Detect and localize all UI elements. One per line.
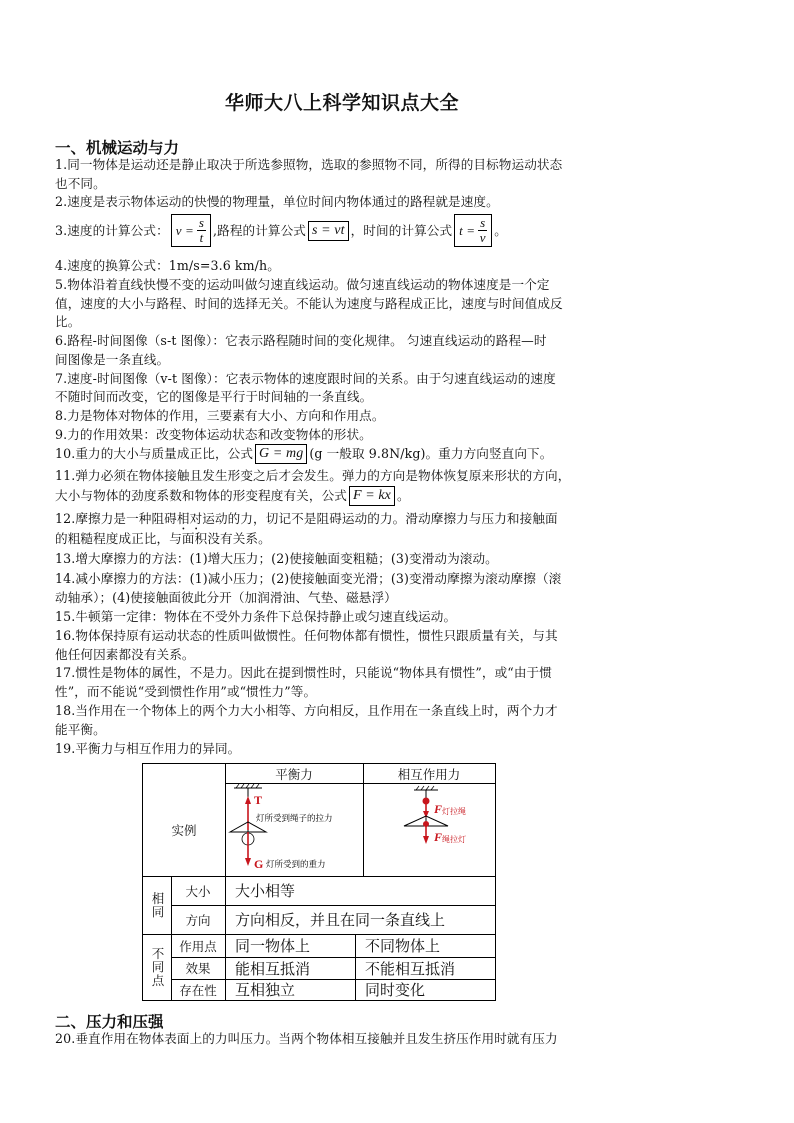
paragraph-19: 19.平衡力与相互作用力的异同。	[55, 741, 241, 756]
paragraph-12-emphasis: 相对	[176, 511, 203, 526]
paragraph-16-line-a: 16.物体保持原有运动状态的性质叫做惯性。任何物体都有惯性，惯性只跟质量有关，与其	[55, 628, 558, 643]
header-balance-force: 平衡力	[275, 766, 313, 782]
force-lamp-on-rope-label: F	[434, 802, 443, 816]
paragraph-6-line-b: 间图像是一条直线。	[55, 352, 170, 367]
paragraph-3-text-pre: 3.速度的计算公式：	[55, 222, 169, 238]
effect-balance-value: 能相互抵消	[235, 959, 311, 978]
paragraph-12-text-3: 运动的力，切记不是阻碍运动的力。滑动摩擦力与压力和接触面	[202, 511, 558, 526]
direction-value: 方向相反，并且在同一条直线上	[235, 911, 446, 929]
page-title: 华师大八上科学知识点大全	[224, 92, 459, 114]
paragraph-18-line-b: 能平衡。	[55, 722, 106, 737]
paragraph-10-text-post: (g 一般取 9.8N/kg)。重力方向竖直向下。	[309, 446, 553, 461]
paragraph-5-line-b: 值，速度的大小与路程、时间的选择无关。不能认为速度与路程成正比，速度与时间值成反	[55, 296, 563, 311]
row-label-existence: 存在性	[179, 982, 217, 998]
gravity-description: 灯所受到的重力	[266, 860, 326, 870]
row-label-example: 实例	[171, 822, 197, 838]
tension-description: 灯所受到绳子的拉力	[256, 814, 333, 824]
paragraph-7-line-a: 7.速度-时间图像（v-t 图像）：它表示物体的速度跟时间的关系。由于匀速直线运动的速度	[55, 371, 556, 386]
row-label-effect: 效果	[185, 961, 211, 976]
lamp-interaction-diagram	[364, 784, 495, 876]
paragraph-11-text-post: 。	[397, 488, 410, 503]
paragraph-18-line-a: 18.当作用在一个物体上的两个力大小相等、方向相反，且作用在一条直线上时，两个力才	[55, 703, 558, 718]
time-formula-numerator: s	[480, 215, 486, 230]
paragraph-20: 20.垂直作用在物体表面上的力叫压力。当两个物体相互接触并且发生挤压作用时就有压力	[55, 1031, 558, 1046]
existence-balance-value: 互相独立	[235, 981, 296, 999]
paragraph-11-line-b	[55, 486, 410, 506]
point-balance-value: 同一物体上	[235, 937, 311, 955]
paragraph-13: 13.增大摩擦力的方法：(1)增大压力；(2)使接触面变粗糙；(3)变滑动为滚动。	[55, 551, 498, 566]
row-label-size: 大小	[185, 883, 211, 899]
paragraph-3-text-end: 。	[494, 222, 507, 238]
paragraph-14-line-a: 14.减小摩擦力的方法：(1)减小压力；(2)使接触面变光滑；(3)变滑动摩擦为滚动摩擦（滚	[55, 571, 562, 586]
force-comparison-table	[142, 763, 496, 1001]
gravity-label: G	[254, 857, 264, 871]
existence-interaction-value: 同时变化	[365, 981, 426, 999]
gravity-formula-box: G = mg	[255, 444, 307, 464]
distance-formula-box: s = vt	[308, 221, 349, 241]
speed-formula-numerator: s	[198, 215, 205, 230]
row-label-direction: 方向	[185, 912, 211, 928]
speed-formula-lhs: v =	[175, 222, 194, 238]
lamp-balance-diagram	[226, 784, 363, 876]
paragraph-9: 9.力的作用效果：改变物体运动状态和改变物体的形状。	[55, 427, 372, 442]
size-value: 大小相等	[235, 882, 296, 900]
time-formula-box	[454, 214, 492, 247]
time-formula-fraction	[478, 216, 487, 245]
section-heading-pressure: 二、压力和压强	[55, 1013, 164, 1031]
force-rope-on-lamp-subscript: 绳拉灯	[442, 835, 466, 844]
paragraph-12-line-b: 的粗糙程度成正比，与面积没有关系。	[55, 531, 271, 546]
paragraph-11-text-pre: 大小与物体的劲度系数和物体的形变程度有关，公式	[55, 488, 347, 503]
group-label-different: 不同点	[150, 946, 165, 988]
row-label-point: 作用点	[179, 938, 217, 954]
interaction-force-figure	[364, 784, 495, 876]
effect-interaction-value: 不能相互抵消	[365, 959, 456, 978]
time-formula-lhs: t =	[459, 222, 476, 238]
paragraph-5-line-c: 比。	[55, 314, 81, 329]
time-formula-denominator: v	[479, 230, 486, 245]
force-lamp-on-rope-subscript: 灯拉绳	[442, 807, 466, 816]
paragraph-17-line-a: 17.惯性是物体的属性，不是力。因此在提到惯性时，只能说“物体具有惯性”，或“由于惯	[55, 665, 552, 680]
paragraph-6-line-a: 6.路程-时间图像（s-t 图像）：它表示路程随时间的变化规律。 匀速直线运动的路程—时	[55, 333, 547, 348]
elastic-formula-box: F = kx	[349, 486, 395, 506]
paragraph-3-text-mid1: ,路程的计算公式	[213, 222, 306, 238]
paragraph-10	[55, 444, 552, 464]
point-interaction-value: 不同物体上	[365, 937, 441, 955]
paragraph-1-line-b: 也不同。	[55, 176, 106, 191]
paragraph-5-line-a: 5.物体沿着直线快慢不变的运动叫做匀速直线运动。做匀速直线运动的物体速度是一个定	[55, 277, 550, 292]
speed-formula-fraction	[197, 216, 206, 245]
paragraph-7-line-b: 不随时间而改变，它的图像是平行于时间轴的一条直线。	[55, 389, 373, 404]
paragraph-11-line-a: 11.弹力必须在物体接触且发生形变之后才会发生。弹力的方向是物体恢复原来形状的方向，	[55, 468, 571, 483]
paragraph-3-text-mid2: ，时间的计算公式	[350, 222, 453, 238]
paragraph-8: 8.力是物体对物体的作用，三要素有大小、方向和作用点。	[55, 408, 385, 423]
paragraph-17-line-b: 性”，而不能说“受到惯性作用”或“惯性力”等。	[55, 684, 317, 699]
paragraph-15: 15.牛顿第一定律：物体在不受外力条件下总保持静止或匀速直线运动。	[55, 609, 457, 624]
force-rope-on-lamp-label: F	[434, 830, 443, 844]
paragraph-16-line-b: 他任何因素都没有关系。	[55, 647, 195, 662]
paragraph-10-text-pre: 10.重力的大小与质量成正比，公式	[55, 446, 254, 461]
balance-force-figure	[226, 784, 363, 876]
paragraph-2: 2.速度是表示物体运动的快慢的物理量，单位时间内物体通过的路程就是速度。	[55, 194, 499, 209]
header-interaction-force: 相互作用力	[397, 766, 461, 782]
paragraph-3	[55, 214, 507, 247]
speed-formula-box	[171, 214, 211, 247]
section-heading-mechanics: 一、机械运动与力	[55, 139, 180, 157]
paragraph-1-line-a: 1.同一物体是运动还是静止取决于所选参照物，选取的参照物不同，所得的目标物运动状态	[55, 157, 563, 172]
speed-formula-denominator: t	[199, 230, 204, 245]
group-label-same: 相同	[150, 891, 165, 919]
paragraph-12-text-1: 12.摩擦力是一种阻碍	[55, 511, 177, 526]
tension-label: T	[254, 793, 263, 807]
paragraph-14-line-b: 动轴承）；(4)使接触面彼此分开（加润滑油、气垫、磁悬浮）	[55, 590, 397, 605]
paragraph-4: 4.速度的换算公式：1m/s=3.6 km/h。	[55, 258, 280, 273]
